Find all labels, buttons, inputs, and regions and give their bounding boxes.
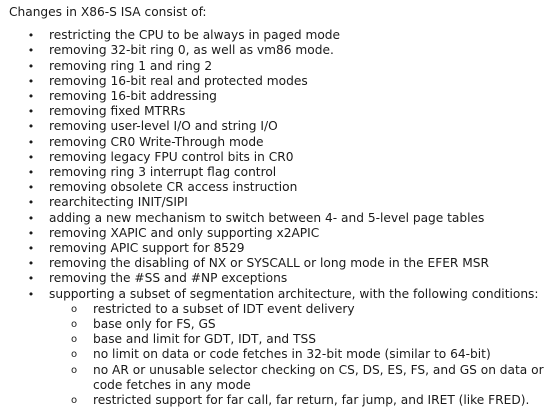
list-item-text: removing ring 1 and ring 2 (49, 58, 213, 73)
list-item-text: removing ring 3 interrupt flag control (49, 165, 277, 180)
list-item-text: adding a new mechanism to switch between 4- and 5-level page tables (49, 210, 485, 225)
document-body (9, 5, 556, 408)
list-item-text: removing CR0 Write-Through mode (49, 134, 264, 149)
list-item (9, 104, 556, 119)
list-item-text: removing APIC support for 8529 (49, 241, 245, 256)
list-item-text: removing the #SS and #NP exceptions (49, 271, 288, 286)
list-item (9, 74, 556, 89)
sub-list-item (9, 332, 556, 347)
sub-list-item (9, 302, 556, 317)
bullet-icon: • (27, 196, 35, 210)
list-item-text: removing 16-bit addressing (49, 89, 217, 104)
sub-list-item-text: base only for FS, GS (93, 317, 216, 332)
bullet-icon: • (27, 242, 35, 256)
list-item (9, 195, 556, 210)
list-item (9, 180, 556, 195)
bullet-icon: • (27, 211, 35, 225)
bullet-icon: • (27, 287, 35, 301)
bullet-icon: • (27, 257, 35, 271)
circle-bullet-icon: o (70, 319, 78, 331)
list-item-text: rearchitecting INIT/SIPI (49, 195, 188, 210)
sub-list-item (9, 393, 556, 408)
intro-heading: Changes in X86-S ISA consist of: (9, 5, 207, 19)
circle-bullet-icon: o (70, 334, 78, 346)
circle-bullet-icon: o (70, 364, 78, 376)
bullet-icon: • (27, 44, 35, 58)
list-item-text: removing 16-bit real and protected modes (49, 73, 308, 88)
list-item (9, 165, 556, 180)
sub-list-item-text: restricted support for far call, far return, far jump, and IRET (like FRED). (93, 393, 530, 408)
bullet-icon: • (27, 181, 35, 195)
bullet-icon: • (27, 59, 35, 73)
circle-bullet-icon: o (70, 395, 78, 407)
list-item (9, 43, 556, 58)
segmentation-conditions-list (49, 302, 556, 408)
list-item (9, 135, 556, 150)
circle-bullet-icon: o (70, 349, 78, 361)
list-item-text: removing XAPIC and only supporting x2APIC (49, 225, 320, 240)
list-item-text: removing user-level I/O and string I/O (49, 119, 278, 134)
changes-list (9, 28, 556, 408)
list-item-text: removing 32-bit ring 0, as well as vm86 mode. (49, 43, 334, 58)
sub-list-item-text: no limit on data or code fetches in 32-bit mode (similar to 64-bit) (93, 347, 491, 362)
list-item-text: removing fixed MTRRs (49, 104, 186, 119)
bullet-icon: • (27, 272, 35, 286)
list-item-text: supporting a subset of segmentation architecture, with the following conditions: (49, 286, 539, 301)
bullet-icon: • (27, 135, 35, 149)
list-item (9, 226, 556, 241)
bullet-icon: • (27, 105, 35, 119)
list-item-text: restricting the CPU to be always in paged mode (49, 28, 341, 43)
sub-list-item-text: restricted to a subset of IDT event delivery (93, 301, 355, 316)
list-item (9, 59, 556, 74)
list-item-text: removing legacy FPU control bits in CR0 (49, 149, 294, 164)
bullet-icon: • (27, 226, 35, 240)
list-item (9, 150, 556, 165)
sub-list-item-text: no AR or unusable selector checking on CS, DS, ES, FS, and GS on data or code fetches in any mode (93, 362, 544, 392)
sub-list-item (9, 347, 556, 362)
list-item (9, 241, 556, 256)
list-item (9, 89, 556, 104)
list-item-text: removing the disabling of NX or SYSCALL or long mode in the EFER MSR (49, 256, 489, 271)
bullet-icon: • (27, 166, 35, 180)
list-item (9, 287, 556, 409)
bullet-icon: • (27, 29, 35, 43)
sub-list-item (9, 317, 556, 332)
circle-bullet-icon: o (70, 303, 78, 315)
list-item (9, 256, 556, 271)
bullet-icon: • (27, 74, 35, 88)
list-item (9, 119, 556, 134)
sub-list-item-text: base and limit for GDT, IDT, and TSS (93, 332, 316, 347)
list-item (9, 28, 556, 43)
sub-list-item (9, 363, 556, 393)
list-item (9, 271, 556, 286)
list-item (9, 211, 556, 226)
bullet-icon: • (27, 120, 35, 134)
bullet-icon: • (27, 150, 35, 164)
list-item-text: removing obsolete CR access instruction (49, 180, 298, 195)
bullet-icon: • (27, 90, 35, 104)
